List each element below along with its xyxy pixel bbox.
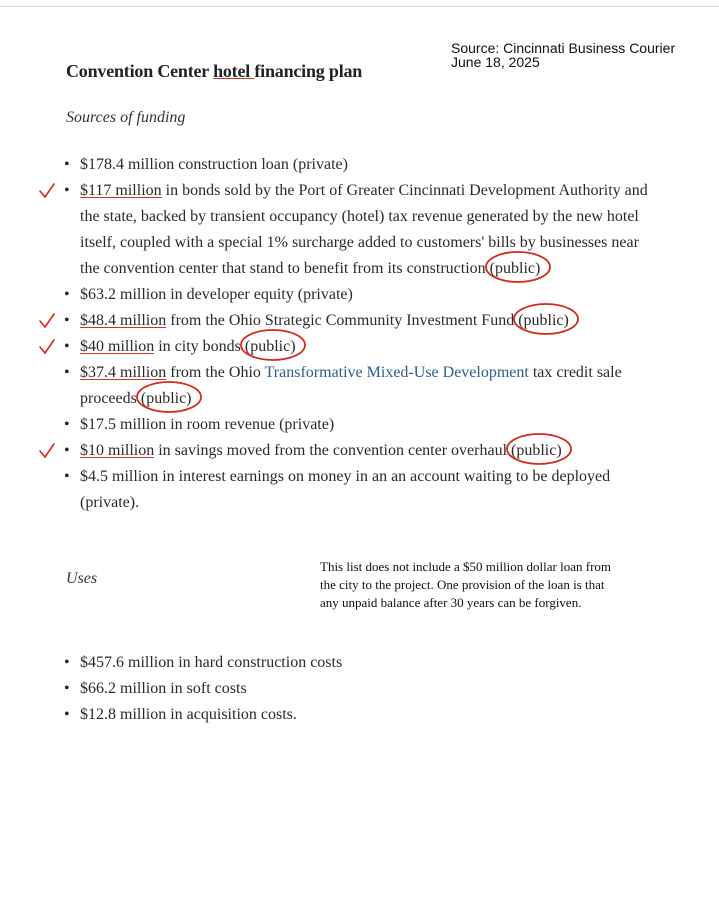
- annotation-note: This list does not include a $50 million dollar loan from the city to the project. One provision of the loan is that any unpaid balance after 30 years can be forgiven.: [320, 559, 612, 610]
- source-item: [62, 308, 662, 334]
- source-item: [62, 412, 662, 438]
- source-item: [62, 334, 662, 360]
- circled-annotation-icon: [135, 380, 205, 414]
- source-text: in bonds sold by the Port of Greater Cincinnati Development Authority and the state, backed by transient occupancy (hotel) tax revenue generated by the new hotel itself, coupled with a special 1% surcharge added to customers' bills by businesses near the convention center that stand to benefit from its construction: [80, 182, 648, 277]
- source-text: in interest earnings on money in an an account waiting to be deployed (private).: [80, 468, 611, 511]
- title-underlined-word: hotel: [213, 61, 255, 81]
- source-text: construction loan (private): [174, 156, 348, 173]
- source-text: from the Ohio: [166, 364, 265, 381]
- checkmark-icon: [38, 182, 56, 200]
- source-text: in savings moved from the convention center overhaul: [154, 442, 508, 459]
- source-item: [62, 152, 662, 178]
- source-amount: $48.4 million: [80, 312, 167, 329]
- public-tag: (public): [518, 308, 569, 334]
- page-title: Convention Center hotel financing plan: [66, 61, 363, 81]
- source-text: in room revenue (private): [166, 416, 335, 433]
- public-tag: (public): [245, 334, 296, 360]
- checkmark-icon: [38, 312, 56, 330]
- source-text: from the Ohio Strategic Community Investment Fund: [166, 312, 515, 329]
- source-name: Source: Cincinnati Business Courier: [451, 40, 676, 56]
- circled-annotation-icon: [505, 432, 575, 466]
- source-item: [62, 282, 662, 308]
- program-link[interactable]: Transformative Mixed-Use Development: [264, 364, 529, 381]
- source-text: in developer equity (private): [166, 286, 353, 303]
- sources-heading: Sources of funding: [66, 109, 186, 126]
- sources-list: [62, 152, 662, 516]
- source-item: [62, 438, 662, 464]
- source-item: [62, 360, 662, 412]
- use-item: • $66.2 million in soft costs: [62, 676, 662, 702]
- source-amount: $117 million: [80, 182, 162, 199]
- circled-annotation-icon: [512, 302, 582, 336]
- source-text: in city bonds: [154, 338, 241, 355]
- top-divider: [0, 6, 719, 7]
- source-amount: $17.5 million: [80, 416, 167, 433]
- source-text: tax credit sale proceeds: [80, 364, 622, 407]
- source-item: [62, 464, 662, 516]
- source-amount: $63.2 million: [80, 286, 167, 303]
- public-tag: (public): [490, 256, 541, 282]
- public-tag: (public): [141, 386, 192, 412]
- uses-heading: Uses: [66, 570, 98, 587]
- source-item: [62, 178, 662, 282]
- circled-annotation-icon: [239, 328, 309, 362]
- source-amount: $178.4 million: [80, 156, 175, 173]
- circled-annotation-icon: [484, 250, 554, 284]
- source-amount: $4.5 million: [80, 468, 159, 485]
- use-item: • $457.6 million in hard construction costs: [62, 650, 662, 676]
- public-tag: (public): [511, 438, 562, 464]
- source-amount: $10 million: [80, 442, 155, 459]
- checkmark-icon: [38, 338, 56, 356]
- uses-list: [62, 650, 662, 728]
- checkmark-icon: [38, 442, 56, 460]
- use-item: • $12.8 million in acquisition costs.: [62, 702, 662, 728]
- source-amount: $40 million: [80, 338, 155, 355]
- source-amount: $37.4 million: [80, 364, 167, 381]
- source-date: June 18, 2025: [451, 54, 540, 70]
- source-citation: [451, 41, 675, 69]
